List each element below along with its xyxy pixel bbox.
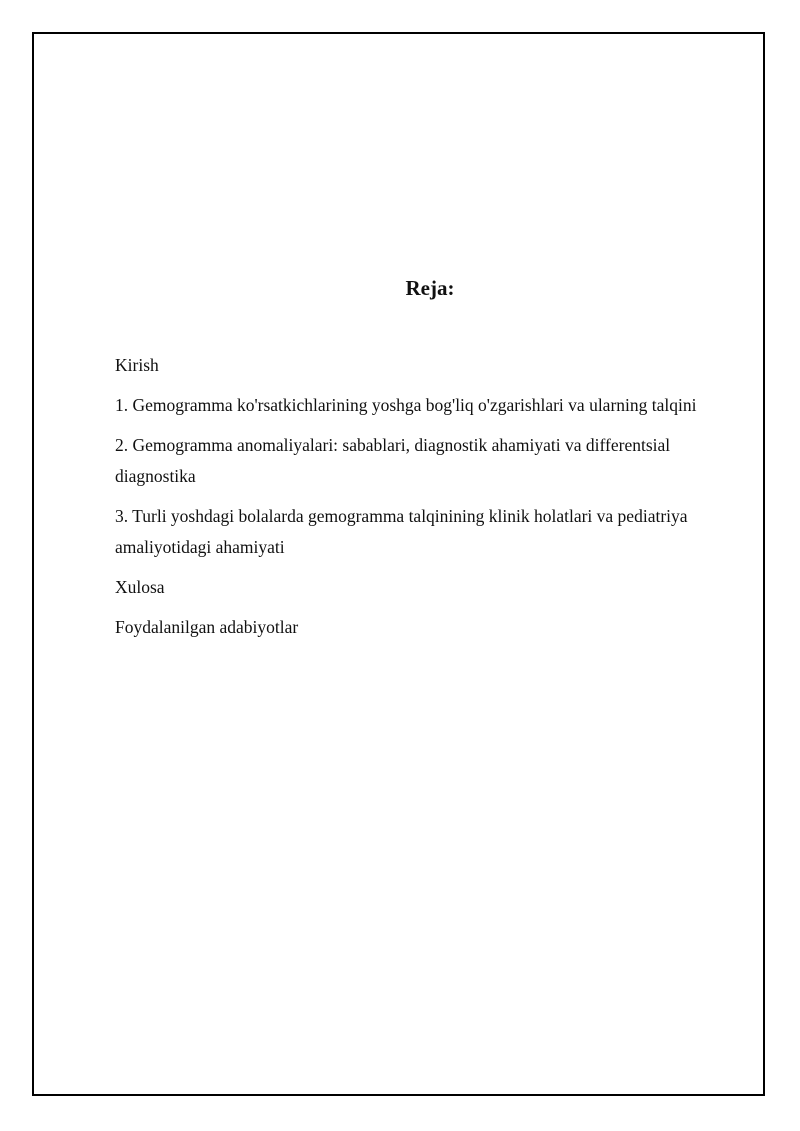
toc-item-chapter-3: 3. Turli yoshdagi bolalarda gemogramma talqinining klinik holatlari va pediatriya amaliyotidagi ahamiyati [115,506,688,557]
toc-item-chapter-1: 1. Gemogramma ko'rsatkichlarining yoshga bog'liq o'zgarishlari va ularning talqini [115,395,697,415]
toc-item-conclusion: Xulosa [115,577,165,597]
toc-item-chapter-2: 2. Gemogramma anomaliyalari: sabablari, diagnostik ahamiyati va differentsial diagnostika [115,435,671,486]
page-title: Reja: [405,276,455,300]
table-of-contents [115,350,745,652]
toc-item-introduction: Kirish [115,355,159,375]
toc-item-references: Foydalanilgan adabiyotlar [115,617,299,637]
